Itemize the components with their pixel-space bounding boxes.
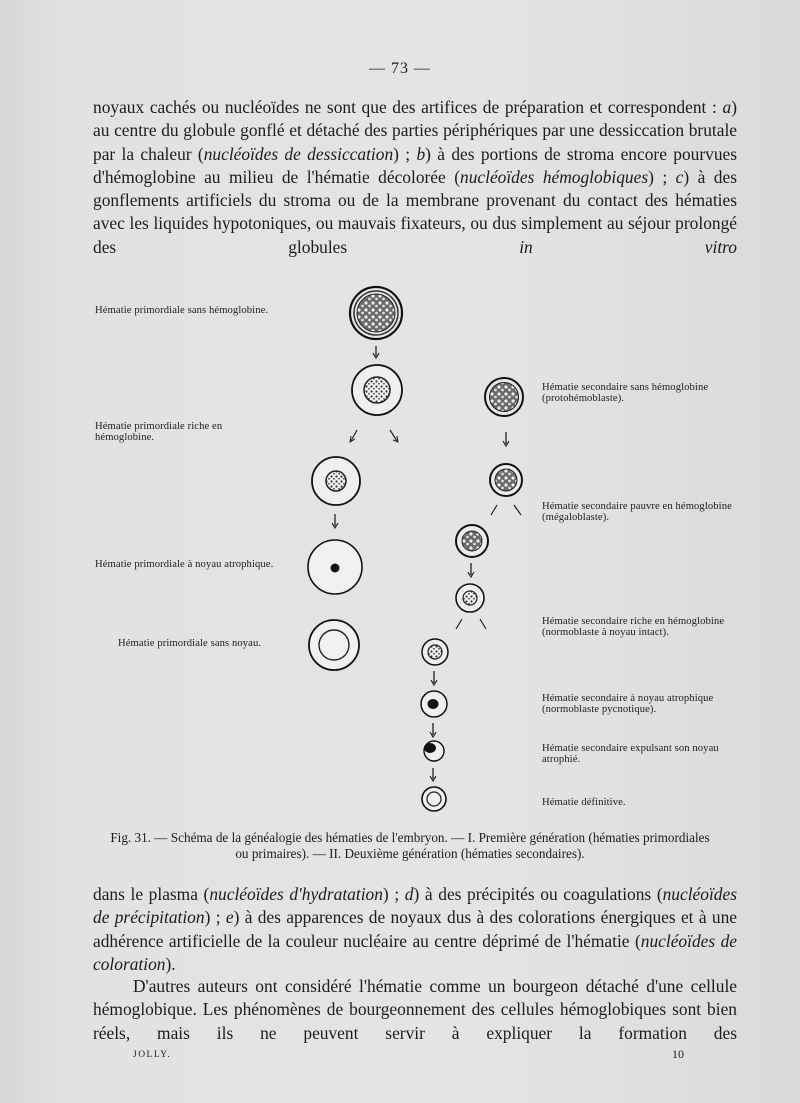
cell-secondary-6 (421, 691, 447, 717)
text-run: ) à des portions de stroma encore pourvues d'hémoglobine au milieu de l'hématie décolorée ( (93, 143, 737, 187)
cell-primordial-1 (350, 287, 402, 339)
paragraph-middle (93, 883, 737, 976)
label-left: Hématie primordiale sans hémoglobine. (95, 305, 269, 316)
item-letter: e (225, 907, 234, 928)
cell-primordial-3 (312, 457, 360, 505)
item-letter: a (722, 97, 732, 117)
item-letter: d (404, 884, 414, 904)
arrow (491, 505, 497, 515)
cell-primordial-4 (308, 540, 362, 594)
text-run: ) à des apparences de noyaux dus à des colorations énergiques et à une adhérence artificielle de la couleur nucléaire au centre déprimé de l'hématie ( (93, 907, 737, 951)
arrow (480, 619, 486, 629)
label-right: Hématie secondaire sans hémoglobine (protohémoblaste). (542, 382, 709, 405)
term: nucléoïdes de précipitation (93, 884, 737, 928)
cell-secondary-5 (422, 639, 448, 665)
text-run: ) ; (393, 143, 417, 164)
arrow (456, 619, 462, 629)
term: in vitro (519, 236, 737, 257)
item-letter: b (416, 143, 426, 164)
label-right: Hématie secondaire pauvre en hémoglobine (mégaloblaste). (542, 501, 732, 524)
paragraph-bottom: D'autres auteurs ont considéré l'hématie comme un bourgeon détaché d'une cellule hémoglobique. Les phénomènes de bourgeonnement des cellules hémoglobiques sont bien réels, mais ils ne peuvent servir à expliquer la formation des (93, 976, 737, 1043)
label-right: Hématie secondaire à noyau atrophique (normoblaste pycnotique). (542, 693, 714, 716)
label-right: Hématie définitive. (542, 797, 626, 808)
label-right: Hématie secondaire expulsant son noyau atrophié. (542, 743, 719, 766)
cell-secondary-4 (456, 584, 484, 612)
figure-caption: Fig. 31. — Schéma de la généalogie des hématies de l'embryon. — I. Première génération (hématies primordiales ou primaires). — II. Deuxième génération (hématies secondaires). (110, 830, 710, 861)
text-run: ) ; (382, 884, 405, 904)
footer-signature: 10 (672, 1047, 684, 1061)
text-run: dans le plasma ( (93, 884, 210, 904)
arrow (390, 430, 397, 441)
cell-secondary-8 (422, 787, 446, 811)
text-run: ) au centre du globule gonflé et détaché des parties périphériques par une dessiccation brutale par la chaleur ( (93, 97, 737, 164)
label-left: Hématie primordiale à noyau atrophique. (95, 559, 274, 570)
label-left: Hématie primordiale riche en hémoglobine. (95, 421, 223, 444)
text-run: ) ; (648, 166, 676, 187)
cell-secondary-2 (490, 464, 522, 496)
label-left: Hématie primordiale sans noyau. (118, 638, 262, 649)
arrow (514, 505, 521, 515)
term: nucléoïdes de coloration (93, 930, 737, 974)
text-run: ) à des précipités ou coagulations ( (413, 884, 663, 904)
text-run: noyaux cachés ou nucléoïdes ne sont que des artifices de préparation et correspondent : (93, 97, 723, 117)
label-right: Hématie secondaire riche en hémoglobine (normoblaste à noyau intact). (542, 616, 725, 639)
cell-secondary-3 (456, 525, 488, 557)
text-run: ). (165, 953, 176, 974)
text-run: ) à des gonflements artificiels du stroma ou de la membrane provenant du contact des hématies avec les liquides hypotoniques, ou mauvais fixateurs, ou dus simplement au séjour prolongé des globules (93, 166, 737, 257)
term: nucléoïdes d'hydratation (209, 884, 383, 904)
term: nucléoïdes hémoglobiques (460, 166, 649, 187)
item-letter: c (675, 166, 684, 187)
cell-secondary-7 (424, 741, 444, 761)
cell-primordial-5 (309, 620, 359, 670)
text-run: ) ; (204, 907, 226, 928)
term: nucléoïdes de dessiccation (203, 143, 394, 164)
page-number: — 73 — (369, 60, 431, 77)
cell-primordial-2 (352, 365, 402, 415)
footer-author: JOLLY. (133, 1050, 172, 1060)
cell-secondary-1 (485, 378, 523, 416)
